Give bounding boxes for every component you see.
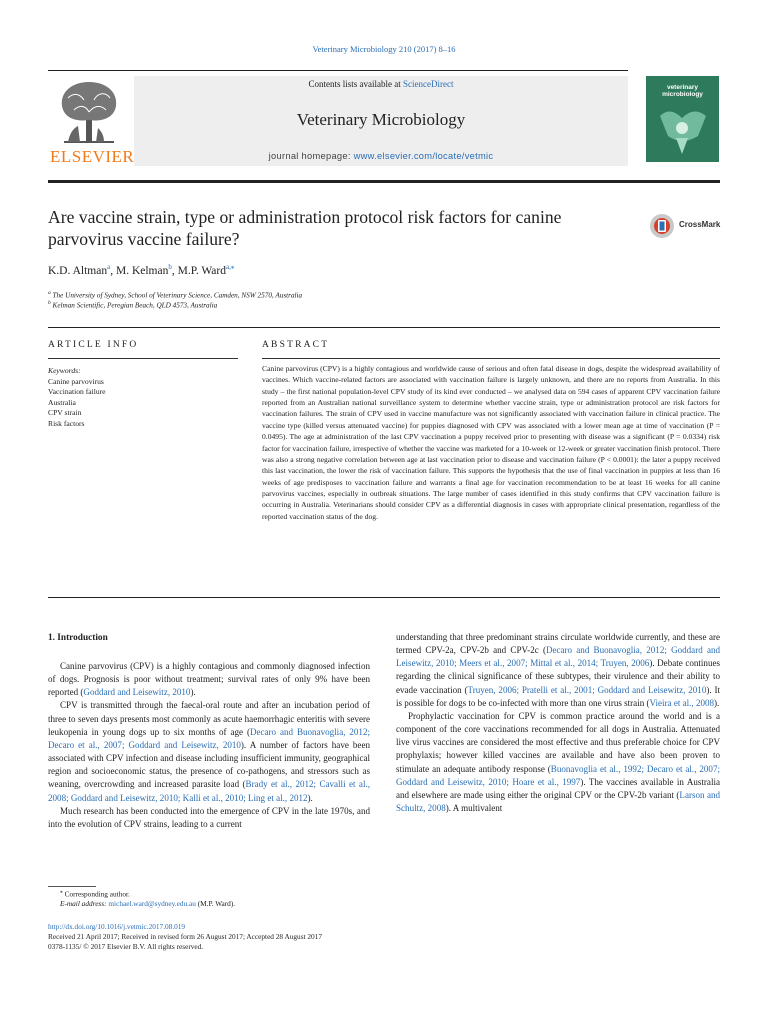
author-affil-sup[interactable]: a,⁎ (226, 263, 235, 271)
author-name[interactable]: M.P. Ward (177, 264, 226, 277)
text: ). (190, 687, 196, 698)
citation-link[interactable]: Decaro and Buonavoglia, 2012; Goddard and Leisewitz, 2010; Meers et al., 2007; Mittal et al., 2014; Truyen, 2006 (396, 645, 721, 669)
abstract-rule (262, 358, 720, 359)
elsevier-logo (48, 76, 135, 168)
email-link[interactable]: michael.ward@sydney.edu.au (108, 899, 196, 908)
paragraph (48, 660, 370, 699)
citation-link[interactable]: Truyen, 2006; Pratelli et al., 2001; Goddard and Leisewitz, 2010 (467, 684, 707, 695)
footnote-rule (48, 886, 96, 887)
crossmark-button[interactable] (648, 212, 724, 238)
section-heading: 1. Introduction (48, 633, 108, 643)
journal-reference[interactable]: Veterinary Microbiology 210 (2017) 8–16 (312, 44, 456, 54)
text: ). A number of factors have been associated with CPV infection and disease including insufficient immunity, geographical region and socioeconomic status, the presence of co-pathogens, and stressors such as weaning, overcrowding and increased parasite load ( (48, 739, 370, 790)
paragraph (48, 805, 370, 831)
footnote-text: Corresponding author. (64, 889, 130, 899)
sciencedirect-link[interactable]: ScienceDirect (403, 79, 454, 89)
received-dates: Received 21 April 2017; Received in revised form 26 August 2017; Accepted 28 August 2017 (48, 932, 322, 941)
paragraph (396, 710, 720, 815)
text: CPV is transmitted through the faecal-oral route and after an incubation period of three to seven days presents most commonly as acute haemorrhagic enteritis with severe leukopenia in young dogs up to six months of age ( (48, 700, 370, 737)
doi-link[interactable]: http://dx.doi.org/10.1016/j.vetmic.2017.08.019 (48, 922, 186, 931)
crossmark-label: CrossMark (679, 220, 721, 229)
affiliation (48, 300, 217, 309)
text: ). (714, 697, 720, 708)
journal-name: Veterinary Microbiology (296, 110, 466, 129)
crossmark-icon (648, 212, 676, 240)
paragraph (48, 699, 370, 804)
contents-prefix: Contents lists available at (308, 79, 403, 89)
publisher-name: ELSEVIER (50, 147, 135, 166)
abstract-text: Canine parvovirus (CPV) is a highly contagious and worldwide cause of serious and often fatal disease in dogs, despite the widespread availability of vaccines. Which vaccine-related factors are associated with vaccination failure is largely unknown, and there are no reports from Australia. In this study – the first national population-level CPV study of its kind ever conducted – we analysed data on 594 cases of apparent CPV vaccination failure reported from an Australian national surveillance system to determine whether vaccine strain, type or administration protocol are risk factors for vaccination failures. The strain of CPV used in vaccine manufacture was not significantly associated with vaccination failure in clinical practice. The vaccine type (killed versus attenuated vaccine) for puppies diagnosed with CPV was associated with a lower mean age at time of vaccination (P = 0.0495). The age at administration of the last CPV vaccination a puppy received prior to presenting with disease was a significant (P = 0.0334) risk factor for vaccination failure, irrespective of whether the vaccine was marketed for a 10-week or 12-week or greater vaccination finish protocol. There was also a strong negative correlation between age at last vaccination prior to disease and vaccination failure (P < 0.0001): the later a puppy received this last vaccination, the lower the risk of vaccination failure. This supports the hypothesis that the use of final vaccination in puppies at less than 16 weeks of age predisposes to vaccination failure and warrants a final age for vaccination recommendation to be at least 16 weeks for all canine parvovirus vaccines, especially in outbreak situations. The large number of cases identified in this study confirms that CPV vaccination failure is occurring in Australia. Veterinarians should consider CPV as a differential diagnosis in cases with appropriate clinical presentation, regardless of the reported vaccination status of the dog. (262, 364, 720, 521)
citation-link[interactable]: Brady et al., 2012; Cavalli et al., 2008; Goddard and Leisewitz, 2010; Kalli et al., 2010; Ling et al., 2012 (48, 779, 370, 803)
author-name[interactable]: M. Kelman (115, 264, 169, 277)
keywords-label: Keywords: (48, 366, 81, 375)
email-suffix: (M.P. Ward). (195, 899, 236, 908)
author-affil-sup[interactable]: a (107, 263, 111, 271)
citation-link[interactable]: Buonavoglia et al., 1992; Decaro et al., 2007; Goddard and Leisewitz, 2010; Hoare et al., 1997 (396, 763, 720, 787)
info-rule (48, 358, 238, 359)
abstract-end-rule (48, 597, 720, 598)
section-rule (48, 327, 720, 328)
article-info-heading: ARTICLE INFO (48, 340, 139, 350)
keyword: CPV strain (48, 408, 82, 418)
masthead-bottom-rule (48, 180, 720, 183)
paragraph (396, 631, 720, 710)
homepage-line (134, 151, 628, 161)
keyword: Vaccination failure (48, 387, 106, 397)
affiliation-sup: b (48, 300, 51, 306)
text: Much research has been conducted into the emergence of CPV in the late 1970s, and into the evolution of CPV strains, leading to a current (48, 805, 370, 829)
cover-art-icon (646, 76, 719, 162)
text: understanding that three predominant strains circulate worldwide currently, and these are termed CPV-2a, CPV-2b and CPV-2c ( (396, 632, 720, 656)
body-column-right (396, 631, 720, 815)
author-list: K.D. Altman$^a$, M. Kelman$^b$, M.P. Ward$^{a,⁎}$ (48, 263, 235, 277)
affiliation-sup: a (48, 290, 51, 296)
citation-link[interactable]: Larson and Schultz, 2008 (396, 789, 721, 814)
affiliation (48, 290, 302, 299)
affiliation-text: Kelman Scientific, Peregian Beach, QLD 4573, Australia (52, 301, 218, 310)
author-name[interactable]: K.D. Altman (48, 264, 108, 277)
text: ). It is possible for dogs to be co-infected with more than one virus strain ( (396, 684, 721, 708)
citation-link[interactable]: Decaro and Buonavoglia, 2012; Decaro et al., 2007; Goddard and Leisewitz, 2010 (48, 726, 370, 750)
text: ). A multivalent (445, 803, 503, 814)
keyword: Canine parvovirus (48, 376, 104, 386)
text: ). The vaccines available in Australia and elsewhere are made using either the original CPV or the CPV-2b variant ( (396, 776, 720, 800)
cover-title: veterinary microbiology (662, 84, 703, 98)
footnote-corresponding: ⁎ Corresponding author. (60, 889, 130, 899)
keyword: Australia (48, 397, 76, 407)
issn-copyright: 0378-1135/ © 2017 Elsevier B.V. All rights reserved. (48, 942, 204, 951)
citation-link[interactable]: Goddard and Leisewitz, 2010 (83, 687, 191, 698)
elsevier-tree-icon (54, 76, 124, 146)
text: ). (307, 792, 313, 803)
homepage-label: journal homepage: (268, 151, 354, 161)
text: ). Debate continues regarding the clinical significance of these subtypes, their virulence and their ability to evade vaccination ( (396, 658, 720, 695)
journal-cover[interactable] (646, 76, 719, 162)
footnote-email (60, 899, 235, 908)
keyword: Risk factors (48, 418, 85, 428)
affiliation-text: The University of Sydney, School of Veterinary Science, Camden, NSW 2570, Australia (52, 291, 303, 300)
article-title: Are vaccine strain, type or administration protocol risk factors for canine parvovirus vaccine failure? (48, 207, 562, 249)
homepage-link[interactable]: www.elsevier.com/locate/vetmic (353, 151, 494, 161)
author-affil-sup[interactable]: b (168, 263, 172, 271)
email-label: E-mail address: (60, 899, 109, 908)
text: Canine parvovirus (CPV) is a highly contagious and commonly diagnosed infection of dogs. Prognosis is poor without treatment; survival rates of only 9% have been reported ( (48, 661, 370, 698)
body-column-left (48, 660, 370, 831)
text: Prophylactic vaccination for CPV is common practice around the world and is a component of the core vaccinations recommended for all dogs in Australia. Attenuated live virus vaccines are considered the most effective and thus preferable choice for CPV prophylaxis; however killed vaccines are available and have also been proven to stimulate an adequate antibody response ( (396, 710, 720, 774)
citation-link[interactable]: Vieira et al., 2008 (649, 697, 715, 708)
contents-line (134, 79, 628, 89)
keywords-box (48, 366, 238, 430)
abstract-heading: ABSTRACT (262, 340, 330, 350)
